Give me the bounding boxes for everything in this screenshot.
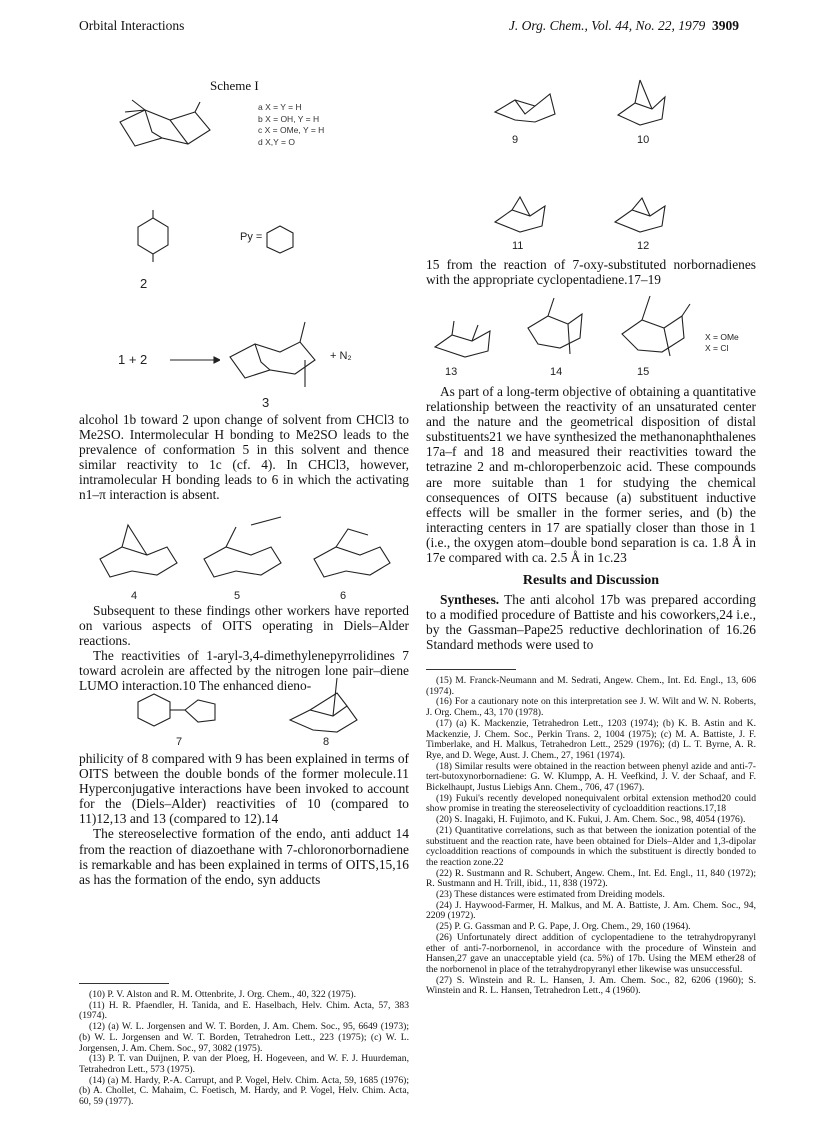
pyridyl-structure — [262, 222, 298, 254]
substituent-c: c X = OMe, Y = H — [258, 125, 325, 135]
footnote: (21) Quantitative correlations, such as that between the ionization potential of the substituent and the reaction rate, have been obtained for Diels–Alder and 1,3-dipolar cycloaddition reactions of compounds in which the substituent is directly bonded to the reaction zone.22 — [426, 824, 756, 868]
compound-1-structure — [90, 92, 230, 154]
footnote: (14) (a) M. Hardy, P.-A. Carrupt, and P. Vogel, Helv. Chim. Acta, 59, 1685 (1976); (b) A. Chollet, C. Mahaim, C. Foetisch, M. Hardy, and P. Vogel, Helv. Chim. Acta, 60, 59 (1977). — [79, 1074, 409, 1108]
left-text-block-1 — [79, 412, 409, 503]
compound-10-structure — [610, 75, 670, 130]
paragraph-body: The anti alcohol 17b was prepared according to a modified procedure of Battiste and his coworkers,24 i.e., by the Gassman–Pape25 reductive dechlorination of 16.26 Standard methods were used to — [426, 592, 756, 653]
footnote: (23) These distances were estimated from Dreiding models. — [436, 889, 665, 901]
running-head: Orbital Interactions — [79, 18, 185, 33]
compound-11-structure — [490, 192, 550, 237]
substituent-a: a X = Y = H — [258, 102, 302, 112]
footnote: (17) (a) K. Mackenzie, Tetrahedron Lett., 1203 (1974); (b) K. B. Astin and K. Mackenzie, J. Chem. Soc., Perkin Trans. 2, 1004 (1975); (c) M. A. Battiste, J. F. Timberlake, and H. Malkus, Tetrahedron Lett., 2529 (1976); (d) L. T. Byrne, A. R. Rye, and D. Wege, Aust. J. Chem., 27, 1961 (1974). — [426, 717, 756, 761]
compound-4-structure — [92, 515, 182, 585]
section-heading: Results and Discussion — [522, 573, 660, 588]
x-ome: X = OMe — [705, 332, 739, 342]
footnote-rule — [79, 983, 169, 984]
right-text-block-1 — [426, 257, 756, 287]
compound-2-label: 2 — [140, 276, 148, 291]
journal-citation — [509, 18, 739, 34]
compound-9-label: 9 — [512, 134, 519, 146]
compound-5-structure — [196, 505, 306, 585]
page-number: 3909 — [712, 18, 739, 33]
nitrogen-byproduct: + N₂ — [330, 350, 352, 362]
compound-6-label: 6 — [340, 590, 347, 602]
scheme-title: Scheme I — [210, 78, 259, 93]
compound-6-structure — [308, 515, 398, 585]
footnote: (11) H. R. Pfaendler, H. Tanida, and E. Haselbach, Helv. Chim. Acta, 57, 383 (1974). — [79, 999, 409, 1022]
run-in-heading: Syntheses. — [440, 592, 500, 607]
footnotes-left — [79, 990, 409, 1108]
x-cl: X = Cl — [705, 343, 729, 353]
compound-3-structure — [225, 312, 325, 392]
compound-10-label: 10 — [637, 134, 650, 146]
compound-4-label: 4 — [131, 590, 138, 602]
paragraph — [426, 592, 756, 652]
compound-3-label: 3 — [262, 395, 270, 410]
footnote: (24) J. Haywood-Farmer, H. Malkus, and M. A. Battiste, J. Am. Chem. Soc., 94, 2209 (1972). — [426, 899, 756, 922]
paragraph: As part of a long-term objective of obtaining a quantitative relationship between the reactivity of an unsaturated center and the nature and the geometrical disposition of distal substituents21 we have synthesized the methanonaphthalenes 17a–f and 18 and measured their reactivities toward the tetrazine 2 and m-chloroperbenzoic acid. These compounds are more suitable than 1 for studying the chemical consequences of OITS because (a) substituent inductive effects will be smaller in the former series, and (b) the interacting centers in 17 are spatially closer than those in 1 (i.e., the oxygen atom–double bond separation is ca. 1.8 Å in 17e compared with ca. 2.5 Å in 1c.23 — [426, 384, 756, 566]
footnote: (12) (a) W. L. Jorgensen and W. T. Borden, J. Am. Chem. Soc., 95, 6649 (1973); (b) W. L. Jorgensen and W. T. Borden, Tetrahedron Lett., 223 (1975); (c) W. L. Jorgensen, J. Am. Chem. Soc., 97, 3082 (1975). — [79, 1021, 409, 1054]
compound-12-structure — [610, 192, 670, 237]
footnote: (27) S. Winstein and R. L. Hansen, J. Am. Chem. Soc., 82, 6206 (1960); S. Winstein and R. L. Hansen, Tetrahedron Lett., 4 (1960). — [426, 974, 756, 997]
substituent-d: d X,Y = O — [258, 136, 295, 147]
footnote: (18) Similar results were obtained in the reaction between phenyl azide and anti-7-tert-butoxynorbornadiene: G. W. Klumpp, A. H. Veefkind, J. V. der Schaaf, and F. Bickelhaupt, Justus Liebigs Ann. Chem., 706, 47 (1967). — [426, 760, 756, 794]
compound-9-structure — [490, 82, 560, 127]
right-text-block-3 — [426, 592, 756, 652]
substituent-b: b X = OH, Y = H — [258, 113, 320, 124]
compound-14-label: 14 — [550, 366, 563, 378]
compound-13-structure — [430, 315, 500, 360]
left-text-block-3 — [79, 751, 409, 887]
compound-13-label: 13 — [445, 366, 458, 378]
compound-15-substituents — [705, 332, 739, 354]
paragraph: Subsequent to these findings other workers have reported on various aspects of OITS operating in Diels–Alder reactions. — [79, 603, 409, 649]
footnote: (10) P. V. Alston and R. M. Ottenbrite, J. Org. Chem., 40, 322 (1975). — [89, 989, 357, 1000]
compound-5-label: 5 — [234, 590, 241, 602]
compound-11-label: 11 — [512, 240, 524, 252]
paragraph: The stereoselective formation of the endo, anti adduct 14 from the reaction of diazoethane with 7-chloronorbornadiene is remarkable and has been explained in terms of OITS,15,16 as has the formation of the endo, syn adducts — [79, 826, 409, 887]
footnote: (13) P. T. van Duijnen, P. van der Ploeg, H. Hogeveen, and W. F. J. Huurdeman, Tetrahedron Lett., 573 (1975). — [79, 1053, 409, 1075]
footnote: (20) S. Inagaki, H. Fujimoto, and K. Fukui, J. Am. Chem. Soc., 98, 4054 (1976). — [436, 814, 746, 826]
paragraph: The reactivities of 1-aryl-3,4-dimethylenepyrrolidines 7 toward acrolein are affected by the nitrogen lone pair–diene LUMO interaction.10 The enhanced dieno- — [79, 648, 409, 694]
footnote-rule — [426, 669, 516, 670]
footnotes-right — [426, 676, 756, 997]
footnote: (26) Unfortunately direct addition of cyclopentadiene to the tetrahydropyranyl ether of anti-7-norbornenol, in accordance with the procedure of Winstein and Hansen,27 gave an unacceptable yield (ca. 5%) of 17b. Using the MEM ether28 of the norbornenol in place of the tetrahydropyranyl ether likewise was unsuccessful. — [426, 931, 756, 975]
paragraph: alcohol 1b toward 2 upon change of solvent from CHCl3 to Me2SO. Intermolecular H bonding to Me2SO leads to the prevalence of conformation 5 in this solvent and thence similar reactivity to 1c (cf. 4). In CHCl3, however, intramolecular H bonding leads to 6 in which the activating n1–π interaction is absent. — [79, 412, 409, 503]
journal-ref: J. Org. Chem., Vol. 44, No. 22, 1979 — [508, 18, 706, 33]
compound-8-structure — [285, 668, 365, 738]
reaction-lhs: 1 + 2 — [118, 352, 148, 367]
compound-12-label: 12 — [637, 240, 650, 252]
compound-7-structure — [130, 692, 230, 732]
compound-15-structure — [612, 290, 697, 365]
footnote: (16) For a cautionary note on this interpretation see J. W. Wilt and W. N. Roberts, J. Org. Chem., 43, 170 (1978). — [426, 696, 756, 719]
footnote: (19) Fukui's recently developed nonequivalent orbital extension method20 could show promise in treating the stereoselectivity of cycloaddition reactions.17,18 — [426, 792, 756, 815]
compound-14-structure — [520, 292, 595, 362]
footnote: (22) R. Sustmann and R. Schubert, Angew. Chem., Int. Ed. Engl., 11, 840 (1972); R. Sustmann and H. Trill, ibid., 11, 838 (1972). — [426, 867, 756, 890]
compound-7-label: 7 — [176, 736, 183, 748]
footnote: (25) P. G. Gassman and P. G. Pape, J. Org. Chem., 29, 160 (1964). — [436, 921, 691, 933]
compound-15-label: 15 — [637, 366, 650, 378]
compound-8-label: 8 — [323, 736, 330, 748]
right-text-block-2 — [426, 384, 756, 565]
paragraph: 15 from the reaction of 7-oxy-substituted norbornadienes with the appropriate cyclopentadiene.17–19 — [426, 257, 756, 288]
paragraph: philicity of 8 compared with 9 has been explained in terms of OITS between the double bonds of the former molecule.11 Hyperconjugative interactions have been invoked to account for the (Diels–Alder) reactivities of 10 (compared to 11)12,13 and 13 (compared to 12).14 — [79, 751, 409, 827]
footnote: (15) M. Franck-Neumann and M. Sedrati, Angew. Chem., Int. Ed. Engl., 13, 606 (1974). — [426, 675, 756, 697]
tetrazine-structure — [128, 208, 178, 266]
reaction-arrow — [170, 356, 220, 364]
substituent-list — [258, 102, 324, 148]
py-definition: Py = — [240, 231, 263, 243]
